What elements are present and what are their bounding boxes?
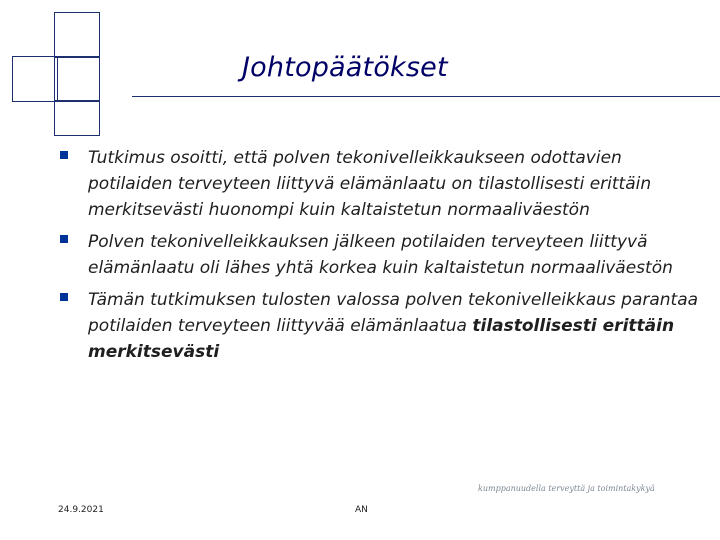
bullet-text-prefix: Tämän tutkimuksen tulosten valossa polven tekonivelleikkaus parantaa potilaiden terveyteen liittyvää elämänlaatua bbox=[88, 290, 699, 336]
slide-title: Johtopäätökset bbox=[242, 52, 448, 83]
footer-date: 24.9.2021 bbox=[58, 505, 104, 515]
title-divider bbox=[132, 96, 720, 97]
decor-frame-upper bbox=[54, 12, 100, 58]
bullet-text: Tutkimus osoitti, että polven tekonivelleikkaukseen odottavien potilaiden terveyteen liittyvä elämänlaatu on tilastollisesti erittäin merkitsevästi huonompi kuin kaltaistetun normaaliväestön bbox=[88, 148, 652, 220]
bullet-text bbox=[88, 287, 700, 365]
square-bullet-icon bbox=[60, 293, 68, 301]
decor-frame-center bbox=[54, 56, 100, 102]
bullet-list bbox=[60, 145, 700, 371]
square-bullet-icon bbox=[60, 235, 68, 243]
bullet-item bbox=[60, 145, 700, 223]
bullet-text: Polven tekonivelleikkauksen jälkeen potilaiden terveyteen liittyvä elämänlaatu oli lähes yhtä korkea kuin kaltaistetun normaaliväestön bbox=[88, 232, 673, 278]
bullet-item bbox=[60, 229, 700, 281]
organization-tagline: kumppanuudella terveyttä ja toimintakykyä bbox=[478, 484, 655, 493]
decor-frame-left bbox=[12, 56, 58, 102]
footer-author: AN bbox=[355, 505, 368, 515]
square-bullet-icon bbox=[60, 151, 68, 159]
bullet-text-emphasis: tilastollisesti erittäin merkitsevästi bbox=[88, 316, 675, 362]
bullet-item bbox=[60, 287, 700, 365]
decor-frame-lower bbox=[54, 100, 100, 136]
